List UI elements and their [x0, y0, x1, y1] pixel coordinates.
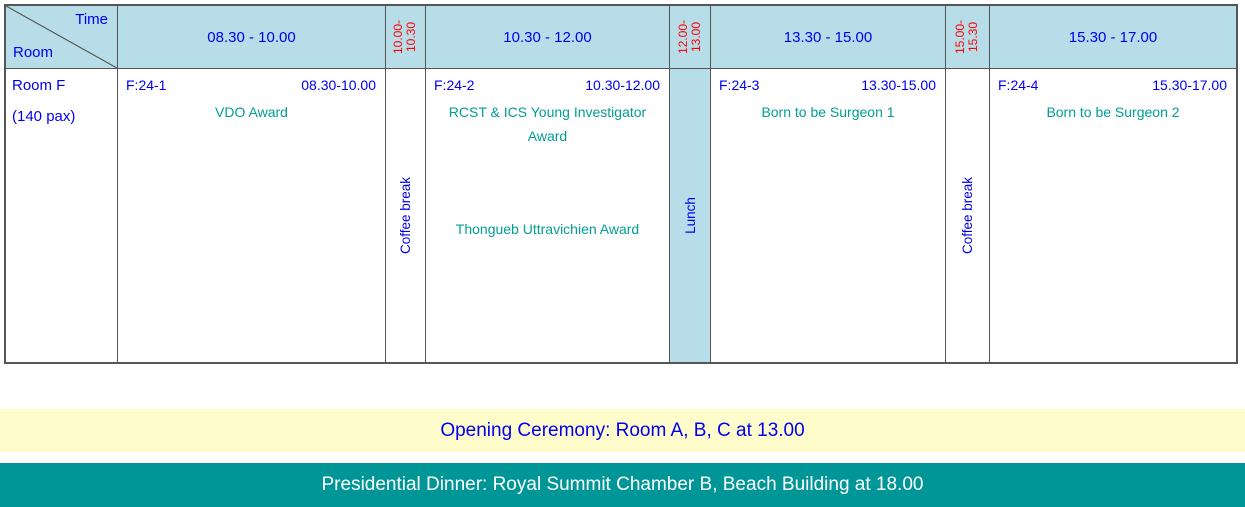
header-slot2 — [426, 6, 669, 69]
column-room — [6, 6, 117, 362]
presidential-dinner-text: Presidential Dinner: Royal Summit Chamber B, Beach Building at 18.00 — [321, 474, 924, 495]
header-slot4-label: 15.30 - 17.00 — [1068, 28, 1158, 46]
header-lunch-label: 12.00- 13.00 — [676, 19, 703, 55]
column-slot4 — [989, 6, 1236, 362]
session4-title: Born to be Surgeon 2 — [1046, 104, 1180, 120]
schedule-table — [4, 4, 1238, 364]
session3-time: 13.30-15.00 — [861, 77, 936, 93]
session2-subtitle: Thongueb Uttravichien Award — [455, 221, 640, 237]
presidential-dinner-banner — [0, 463, 1245, 507]
header-slot4 — [990, 6, 1236, 69]
coffee-break1-label: Coffee break — [398, 176, 413, 255]
session1-title: VDO Award — [215, 104, 288, 120]
session3-code: F:24-3 — [719, 77, 760, 93]
coffee-break2-label: Coffee break — [960, 176, 975, 255]
header-break1 — [386, 6, 425, 69]
column-break2 — [945, 6, 989, 362]
lunch-cell — [670, 69, 710, 362]
session4-code: F:24-4 — [998, 77, 1039, 93]
session2-time: 10.30-12.00 — [585, 77, 660, 93]
session4-cell — [990, 69, 1236, 362]
header-slot3-label: 13.30 - 15.00 — [783, 28, 873, 46]
header-break1-label: 10.00- 10.30 — [391, 19, 419, 55]
session1-code: F:24-1 — [126, 77, 167, 93]
coffee-break1-cell — [386, 69, 425, 362]
header-slot3 — [711, 6, 945, 69]
time-axis-label: Time — [75, 11, 108, 28]
lunch-label: Lunch — [682, 197, 698, 234]
session3-title: Born to be Surgeon 1 — [761, 104, 895, 120]
room-axis-label: Room — [13, 44, 54, 61]
corner-header-cell — [6, 6, 117, 69]
room-name: Room F — [12, 77, 66, 94]
session4-time: 15.30-17.00 — [1152, 77, 1227, 93]
column-slot2 — [425, 6, 669, 362]
session2-title: RCST & ICS Young Investigator Award — [448, 104, 647, 144]
header-break2-label: 15.00- 15.30 — [953, 19, 981, 55]
session1-cell — [118, 69, 385, 362]
column-slot3 — [710, 6, 945, 362]
room-f-cell — [6, 69, 117, 362]
session2-code: F:24-2 — [434, 77, 475, 93]
header-break2 — [946, 6, 989, 69]
header-slot1 — [118, 6, 385, 69]
coffee-break2-cell — [946, 69, 989, 362]
session1-time: 08.30-10.00 — [301, 77, 376, 93]
opening-ceremony-text: Opening Ceremony: Room A, B, C at 13.00 — [440, 419, 805, 441]
header-slot2-label: 10.30 - 12.00 — [503, 28, 592, 46]
column-lunch — [669, 6, 710, 362]
session2-cell — [426, 69, 669, 362]
header-lunch — [670, 6, 710, 69]
header-slot1-label: 08.30 - 10.00 — [207, 28, 296, 46]
column-break1 — [385, 6, 425, 362]
room-capacity: (140 pax) — [12, 108, 76, 125]
column-slot1 — [117, 6, 385, 362]
opening-ceremony-banner — [0, 409, 1245, 452]
session3-cell — [711, 69, 945, 362]
